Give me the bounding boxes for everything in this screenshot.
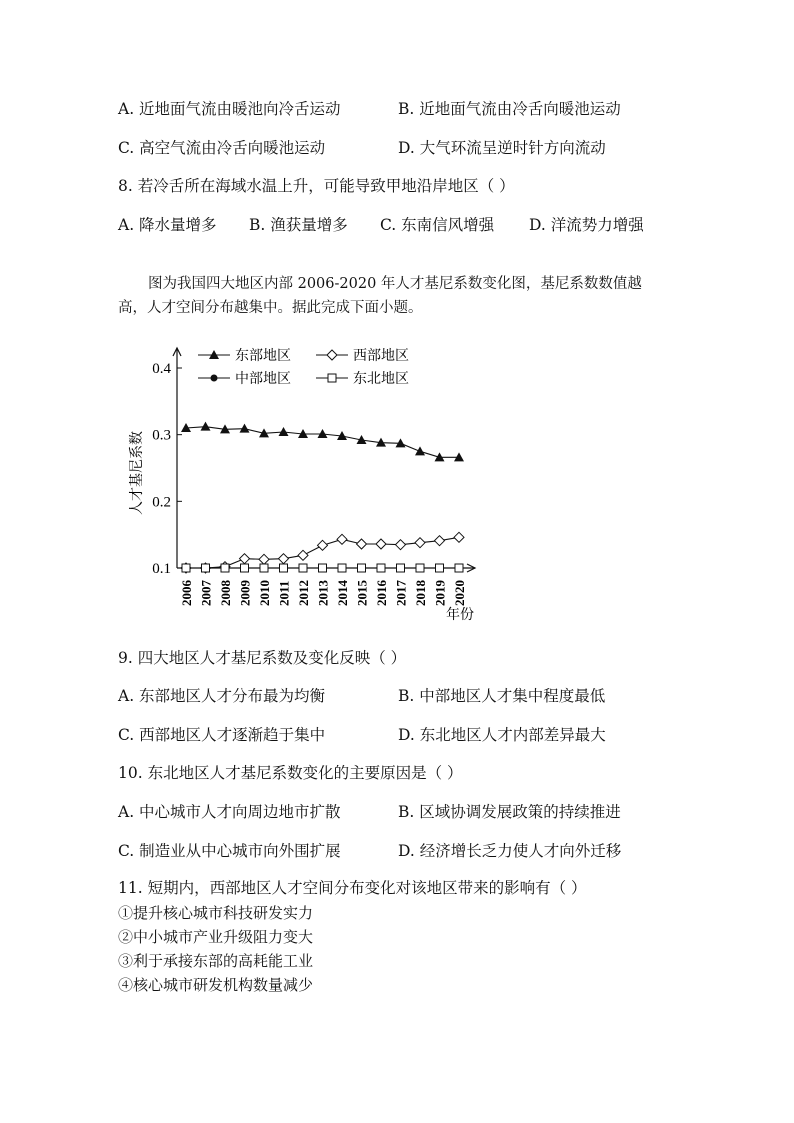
q7-option-a: A. 近地面气流由暖池向冷舌运动 [118, 100, 341, 118]
data-point [201, 422, 211, 431]
x-tick-label: 2012 [296, 580, 311, 606]
x-tick-label: 2020 [452, 580, 467, 606]
data-point [318, 540, 328, 550]
data-point [280, 564, 288, 572]
q8-option-b: B. 渔获量增多 [249, 216, 348, 234]
data-point [259, 554, 269, 564]
data-point [279, 427, 289, 436]
data-point [240, 424, 250, 433]
data-point [397, 564, 405, 572]
data-point [299, 564, 307, 572]
legend-marker [211, 375, 218, 382]
x-tick-label: 2009 [237, 580, 253, 606]
y-tick-label: 0.4 [152, 361, 171, 377]
y-tick-label: 0.2 [152, 494, 171, 511]
gini-line-chart [120, 338, 500, 628]
q8-option-a: A. 降水量增多 [118, 216, 217, 234]
data-point [436, 564, 444, 572]
x-tick-label: 2018 [413, 580, 428, 606]
x-tick-label: 2014 [335, 580, 350, 606]
data-point [455, 564, 463, 572]
y-axis-label: 人才基尼系数 [130, 431, 145, 515]
intro-line-2: 高，人才空间分布越集中。据此完成下面小题。 [118, 300, 423, 316]
q7-option-d: D. 大气环流呈逆时针方向流动 [398, 139, 606, 157]
q10-option-a: A. 中心城市人才向周边地市扩散 [118, 803, 341, 821]
q9-option-b: B. 中部地区人才集中程度最低 [398, 687, 606, 705]
q9-option-a: A. 东部地区人才分布最为均衡 [118, 687, 326, 705]
q9-stem: 9. 四大地区人才基尼系数及变化反映（ ） [118, 649, 407, 667]
data-point [416, 564, 424, 572]
data-point [202, 564, 210, 572]
q11-item-1: ①提升核心城市科技研发实力 [118, 904, 314, 922]
x-tick-label: 2013 [315, 580, 331, 606]
q8-option-d: D. 洋流势力增强 [529, 216, 644, 234]
data-point [240, 554, 250, 564]
q11-item-3: ③利于承接东部的高耗能工业 [118, 952, 314, 970]
x-tick-label: 2015 [354, 580, 370, 606]
q9-option-c: C. 西部地区人才逐渐趋于集中 [118, 726, 326, 744]
data-point [337, 534, 347, 544]
legend-marker [328, 374, 336, 382]
q11-item-4: ④核心城市研发机构数量减少 [118, 976, 314, 994]
data-point [396, 540, 406, 550]
q10-stem: 10. 东北地区人才基尼系数变化的主要原因是（ ） [118, 764, 463, 782]
q9-option-d: D. 东北地区人才内部差异最大 [398, 726, 606, 744]
q11-stem: 11. 短期内，西部地区人才空间分布变化对该地区带来的影响有（ ） [118, 879, 587, 897]
x-tick-label: 2006 [179, 580, 194, 606]
data-point [241, 564, 249, 572]
x-tick-label: 2011 [276, 580, 292, 606]
q8-option-c: C. 东南信风增强 [380, 216, 495, 234]
y-tick-label: 0.3 [152, 427, 171, 444]
legend-label: 西部地区 [353, 349, 409, 364]
data-point [319, 564, 327, 572]
q7-option-b: B. 近地面气流由冷舌向暖池运动 [398, 100, 621, 118]
q7-option-c: C. 高空气流由冷舌向暖池运动 [118, 139, 326, 157]
data-point [415, 538, 425, 548]
data-point [279, 554, 289, 564]
data-point [376, 539, 386, 549]
q8-stem: 8. 若冷舌所在海域水温上升，可能导致甲地沿岸地区（ ） [118, 177, 515, 195]
intro-paragraph [118, 272, 698, 320]
data-point [338, 564, 346, 572]
x-tick-label: 2008 [218, 580, 233, 606]
q10-option-d: D. 经济增长乏力使人才向外迁移 [398, 842, 622, 860]
data-point [377, 564, 385, 572]
data-point [260, 564, 268, 572]
x-axis-label: 年份 [446, 608, 474, 623]
x-tick-label: 2019 [432, 580, 448, 606]
intro-line-1: 图为我国四大地区内部 2006-2020 年人才基尼系数变化图，基尼系数数值越 [148, 276, 642, 292]
data-point [435, 536, 445, 546]
data-point [415, 446, 425, 455]
legend-label: 中部地区 [235, 372, 291, 387]
data-point [298, 550, 308, 560]
x-tick-label: 2010 [257, 580, 272, 606]
q11-item-2: ②中小城市产业升级阻力变大 [118, 928, 314, 946]
legend-marker [327, 350, 337, 360]
x-tick-label: 2016 [374, 580, 389, 606]
data-point [182, 564, 190, 572]
data-point [221, 564, 229, 572]
q10-option-b: B. 区域协调发展政策的持续推进 [398, 803, 621, 821]
data-point [357, 539, 367, 549]
data-point [358, 564, 366, 572]
y-tick-label: 0.1 [152, 561, 171, 577]
x-tick-label: 2007 [198, 580, 214, 606]
legend-label: 东北地区 [353, 372, 409, 387]
q10-option-c: C. 制造业从中心城市向外围扩展 [118, 842, 341, 860]
x-tick-label: 2017 [393, 580, 409, 606]
data-point [454, 532, 464, 542]
legend-label: 东部地区 [235, 349, 291, 364]
